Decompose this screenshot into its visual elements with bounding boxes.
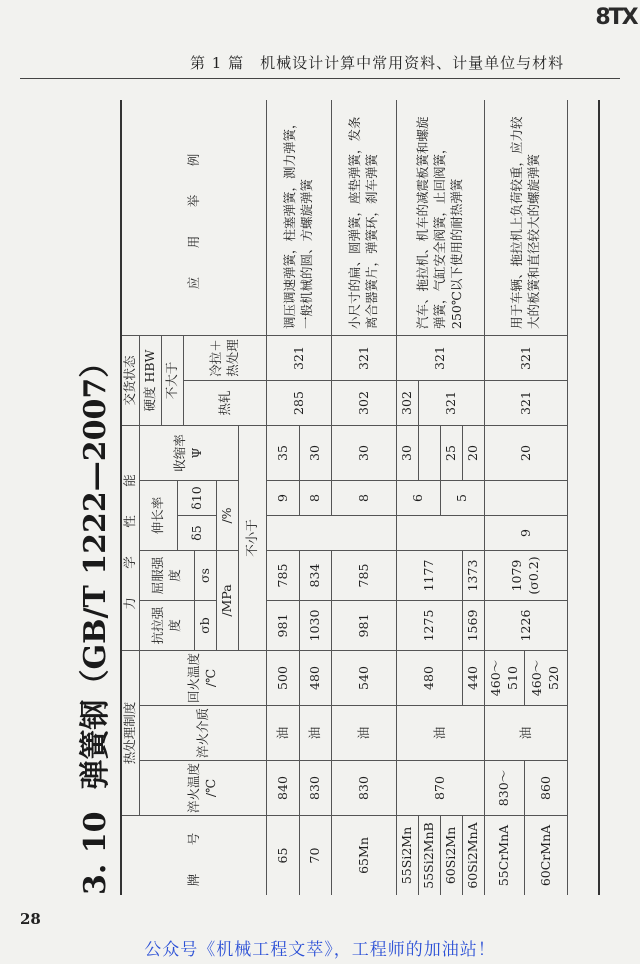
d10-70: 8	[300, 480, 332, 515]
grade-60si2mn: 60Si2Mn	[441, 815, 463, 895]
yield-65: 785	[267, 550, 300, 600]
medium-cr: 油	[485, 705, 568, 760]
quench-temp-55crmna: 830～	[485, 760, 525, 815]
grade-65: 65	[267, 815, 300, 895]
header-application: 应 用 举 例	[122, 100, 267, 335]
cold-65-70: 321	[267, 335, 332, 380]
hot-65-70: 285	[267, 380, 332, 425]
section-title	[70, 348, 114, 895]
temper-temp-60crmna: 460～520	[525, 650, 568, 705]
grade-55si2mnb: 55Si2MnB	[419, 815, 441, 895]
grade-55si2mn: 55Si2Mn	[397, 815, 419, 895]
grade-60crmna: 60CrMnA	[525, 815, 568, 895]
tensile-si: 1275	[397, 600, 463, 650]
cold-si: 321	[397, 335, 485, 380]
header-reduction: 收缩率 Ψ	[140, 425, 239, 480]
tensile-65mn: 981	[332, 600, 397, 650]
header-heat-treatment: 热处理制度	[122, 650, 140, 815]
header-d10: δ10	[178, 480, 217, 515]
hot-cr: 321	[485, 380, 568, 425]
application-65mn: 小尺寸的扁、圆弹簧，座垫弹簧，发条离合器簧片，弹簧环，刹车弹簧	[332, 100, 397, 335]
hot-65mn: 302	[332, 380, 397, 425]
reduction-60si2mna: 20	[463, 425, 485, 480]
d10-cr	[485, 480, 568, 515]
section-heading: 弹簧钢（GB/T 1222—2007）	[78, 347, 113, 790]
reduction-65mn: 30	[332, 425, 397, 480]
temper-temp-70: 480	[300, 650, 332, 705]
yield-60si2mna: 1373	[463, 550, 485, 600]
quench-temp-65mn: 830	[332, 760, 397, 815]
reduction-70: 30	[300, 425, 332, 480]
header-mechanical: 力 学 性 能	[122, 425, 140, 650]
header-pct-unit: /%	[217, 480, 239, 550]
tensile-cr: 1226	[485, 600, 568, 650]
d10-si: 6	[397, 480, 441, 515]
quench-temp-60crmna: 860	[525, 760, 568, 815]
footer-note: 公众号《机械工程文萃》，工程师的加油站！	[144, 940, 496, 960]
grade-60si2mna: 60Si2MnA	[463, 815, 485, 895]
quench-temp-si: 870	[397, 760, 485, 815]
reduction-blank	[419, 425, 441, 480]
reduction-si: 30	[397, 425, 419, 480]
tensile-70: 1030	[300, 600, 332, 650]
d5-cr: 9	[485, 515, 568, 550]
spring-steel-table	[120, 100, 600, 895]
application-65-70: 调压调速弹簧，柱塞弹簧，测力弹簧，一般机械的圆、方螺旋弹簧	[267, 100, 332, 335]
publisher-logo: 8TX	[595, 4, 637, 30]
hot-si: 321	[419, 380, 485, 425]
header-temper-temp: 回火温度 /℃	[140, 650, 267, 705]
d10-65mn: 8	[332, 480, 397, 515]
header-yield: 屈服强度	[140, 550, 195, 600]
d10-65: 9	[267, 480, 300, 515]
section-number: 3. 10	[78, 811, 113, 895]
quench-temp-70: 830	[300, 760, 332, 815]
medium-65: 油	[267, 705, 300, 760]
header-grade: 牌 号	[122, 815, 267, 895]
medium-65mn: 油	[332, 705, 397, 760]
quench-temp-65: 840	[267, 760, 300, 815]
header-not-less: 不小于	[239, 425, 267, 650]
d10-60si2mna: 5	[441, 480, 485, 515]
temper-temp-60si2mna: 440	[463, 650, 485, 705]
hot-55si2mn: 302	[397, 380, 419, 425]
yield-cr: 1079 (σ0.2)	[485, 550, 568, 600]
header-elongation: 伸长率	[140, 480, 178, 550]
reduction-cr: 20	[485, 425, 568, 480]
header-quench-temp: 淬火温度 /℃	[140, 760, 267, 815]
header-quench-medium: 淬火介质	[140, 705, 267, 760]
medium-si: 油	[397, 705, 485, 760]
temper-temp-55crmna: 460～510	[485, 650, 525, 705]
header-yield-symbol: σs	[195, 550, 217, 600]
grade-55crmna: 55CrMnA	[485, 815, 525, 895]
yield-si: 1177	[397, 550, 463, 600]
medium-70: 油	[300, 705, 332, 760]
header-tensile-symbol: σb	[195, 600, 217, 650]
tensile-60si2mna: 1569	[463, 600, 485, 650]
page-number: 28	[20, 910, 41, 928]
reduction-60si2mn: 25	[441, 425, 463, 480]
grade-65mn: 65Mn	[332, 815, 397, 895]
temper-temp-si: 480	[397, 650, 463, 705]
header-not-more: 不大于	[162, 335, 184, 425]
header-delivery: 交货状态	[122, 335, 140, 425]
header-rule	[20, 78, 620, 79]
yield-65mn: 785	[332, 550, 397, 600]
temper-temp-65: 500	[267, 650, 300, 705]
application-cr: 用于车辆、拖拉机上负荷较重，应力较大的板簧和直径较大的螺旋弹簧	[485, 100, 568, 335]
d5-block-mid	[397, 515, 485, 550]
header-hardness: 硬度 HBW	[140, 335, 162, 425]
header-tensile: 抗拉强度	[140, 600, 195, 650]
header-hot-rolled: 热轧	[184, 380, 267, 425]
grade-70: 70	[300, 815, 332, 895]
reduction-65: 35	[267, 425, 300, 480]
d5-block-top	[267, 515, 397, 550]
yield-70: 834	[300, 550, 332, 600]
header-mpa-unit: /MPa	[217, 550, 239, 650]
tensile-65: 981	[267, 600, 300, 650]
running-header: 第 1 篇 机械设计计算中常用资料、计量单位与材料	[190, 54, 565, 72]
cold-cr: 321	[485, 335, 568, 380]
temper-temp-65mn: 540	[332, 650, 397, 705]
header-cold-drawn: 冷拉＋热处理	[184, 335, 267, 380]
cold-65mn: 321	[332, 335, 397, 380]
application-si: 汽车、拖拉机、机车的减震板簧和螺旋弹簧，气缸安全阀簧，止回阀簧，250℃以下使用的耐热弹簧	[397, 100, 485, 335]
header-d5: δ5	[178, 515, 217, 550]
